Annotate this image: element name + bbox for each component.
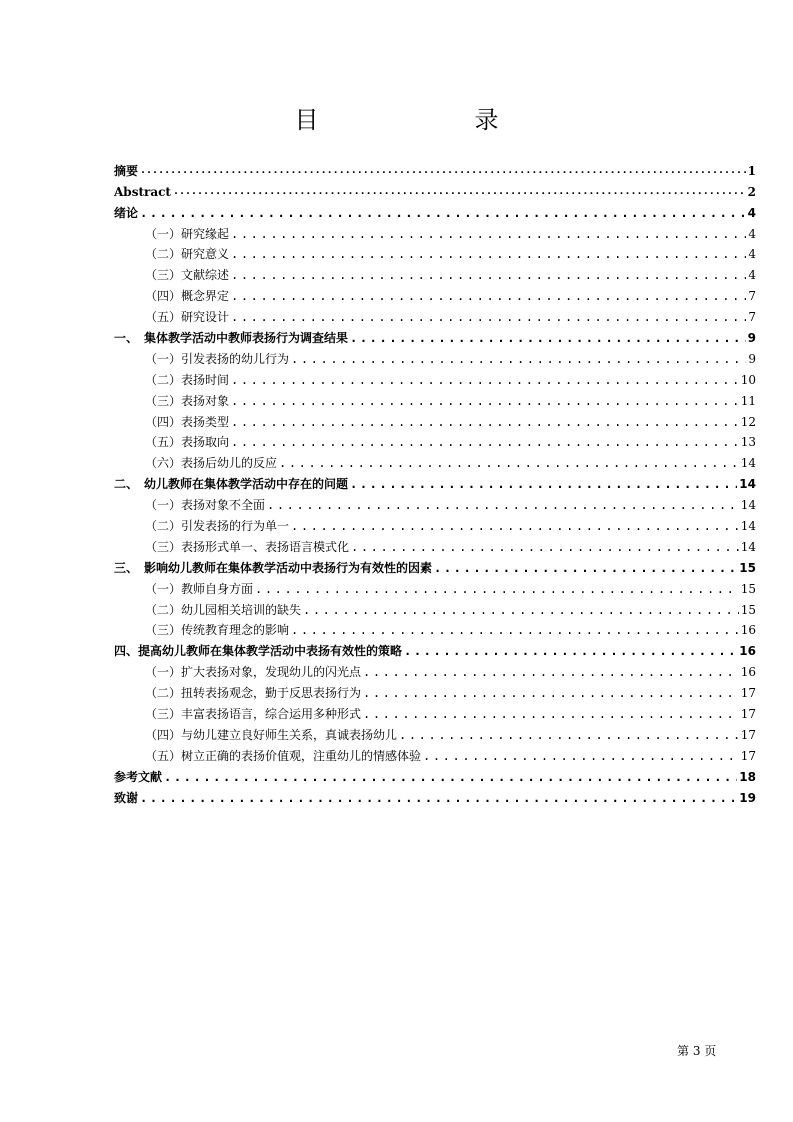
dot-leader [363, 706, 739, 722]
dot-leader [231, 393, 739, 409]
toc-entry-label: （五）研究设计 [145, 310, 230, 325]
dot-leader [303, 602, 739, 618]
toc-entry-section[interactable] [114, 701, 756, 722]
toc-entry-label: （四）概念界定 [145, 289, 230, 304]
table-of-contents [114, 158, 756, 806]
toc-entry-page-number: 14 [740, 519, 756, 534]
dot-leader [231, 309, 746, 325]
toc-entry-page-number: 11 [740, 393, 756, 408]
toc-entry-section[interactable] [114, 450, 756, 471]
toc-entry-chapter[interactable] [114, 785, 756, 806]
toc-entry-page-number: 12 [740, 414, 756, 429]
toc-entry-chapter[interactable] [114, 179, 756, 200]
toc-entry-label: （六）表扬后幼儿的反应 [145, 456, 278, 471]
toc-entry-section[interactable] [114, 430, 756, 451]
toc-entry-section[interactable] [114, 388, 756, 409]
dot-leader [291, 622, 739, 638]
dot-leader [399, 727, 739, 743]
toc-entry-page-number: 15 [740, 581, 756, 596]
toc-entry-page-number: 15 [739, 560, 756, 575]
toc-entry-section[interactable] [114, 283, 756, 304]
toc-entry-label: （二）扭转表扬观念，勤于反思表扬行为 [145, 686, 362, 701]
dot-leader [267, 497, 739, 513]
dot-leader [173, 184, 746, 200]
toc-entry-page-number: 18 [739, 769, 756, 784]
toc-entry-section[interactable] [114, 221, 756, 242]
dot-leader [350, 476, 737, 492]
toc-entry-label: （二）引发表扬的行为单一 [145, 519, 290, 534]
toc-entry-label: 一、 集体教学活动中教师表扬行为调查结果 [114, 331, 349, 346]
toc-entry-label: （二）研究意义 [145, 247, 230, 262]
page-title: 目 录 [294, 106, 535, 134]
dot-leader [363, 664, 739, 680]
toc-entry-chapter[interactable] [114, 764, 756, 785]
toc-entry-chapter[interactable] [114, 471, 756, 492]
dot-leader [434, 560, 737, 576]
toc-entry-label: （三）丰富表扬语言，综合运用多种形式 [145, 707, 362, 722]
toc-entry-page-number: 9 [747, 331, 756, 346]
toc-entry-label: （二）幼儿园相关培训的缺失 [145, 602, 302, 617]
toc-entry-label: （五）表扬取向 [145, 435, 230, 450]
dot-leader [164, 769, 737, 785]
toc-entry-page-number: 16 [739, 644, 756, 659]
toc-entry-page-number: 14 [739, 477, 756, 492]
toc-entry-label: 绪论 [114, 205, 139, 220]
toc-entry-page-number: 9 [748, 351, 756, 366]
toc-entry-page-number: 1 [747, 163, 756, 178]
dot-leader [423, 748, 739, 764]
toc-entry-page-number: 4 [748, 247, 756, 262]
toc-entry-label: 致谢 [114, 790, 139, 805]
dot-leader [363, 685, 739, 701]
toc-entry-chapter[interactable] [114, 325, 756, 346]
dot-leader [231, 414, 739, 430]
toc-entry-section[interactable] [114, 304, 756, 325]
dot-leader [231, 267, 746, 283]
toc-entry-label: （一）研究缘起 [145, 226, 230, 241]
toc-entry-label: （三）传统教育理念的影响 [145, 623, 290, 638]
toc-entry-label: Abstract [114, 184, 171, 199]
toc-entry-page-number: 4 [747, 205, 756, 220]
dot-leader [350, 330, 746, 346]
toc-entry-section[interactable] [114, 242, 756, 263]
toc-entry-label: 三、 影响幼儿教师在集体教学活动中表扬行为有效性的因素 [114, 560, 433, 575]
toc-entry-section[interactable] [114, 262, 756, 283]
toc-entry-label: （一）引发表扬的幼儿行为 [145, 351, 290, 366]
toc-entry-section[interactable] [114, 534, 756, 555]
toc-entry-label: （四）表扬类型 [145, 414, 230, 429]
toc-entry-chapter[interactable] [114, 158, 756, 179]
toc-entry-section[interactable] [114, 597, 756, 618]
toc-entry-chapter[interactable] [114, 200, 756, 221]
toc-entry-label: （五）树立正确的表扬价值观，注重幼儿的情感体验 [145, 748, 422, 763]
toc-entry-section[interactable] [114, 346, 756, 367]
toc-entry-section[interactable] [114, 492, 756, 513]
dot-leader [231, 226, 746, 242]
toc-entry-chapter[interactable] [114, 555, 756, 576]
toc-entry-page-number: 7 [748, 310, 756, 325]
toc-entry-page-number: 19 [739, 790, 756, 805]
toc-entry-section[interactable] [114, 743, 756, 764]
toc-entry-section[interactable] [114, 367, 756, 388]
toc-entry-label: （三）文献综述 [145, 268, 230, 283]
dot-leader [291, 518, 739, 534]
toc-entry-page-number: 10 [740, 372, 756, 387]
dot-leader [255, 581, 739, 597]
toc-entry-page-number: 16 [740, 623, 756, 638]
toc-entry-label: 二、 幼儿教师在集体教学活动中存在的问题 [114, 477, 349, 492]
toc-entry-page-number: 17 [740, 748, 756, 763]
toc-entry-page-number: 2 [747, 184, 756, 199]
toc-entry-label: （四）与幼儿建立良好师生关系，真诚表扬幼儿 [145, 727, 398, 742]
toc-entry-section[interactable] [114, 722, 756, 743]
toc-entry-label: （三）表扬形式单一、表扬语言模式化 [145, 539, 350, 554]
page-number-footer: 第 3 页 [677, 1044, 717, 1058]
toc-entry-label: （一）教师自身方面 [145, 581, 254, 596]
toc-entry-section[interactable] [114, 576, 756, 597]
toc-entry-page-number: 4 [748, 226, 756, 241]
toc-entry-label: （二）表扬时间 [145, 372, 230, 387]
toc-entry-page-number: 7 [748, 289, 756, 304]
toc-entry-section[interactable] [114, 513, 756, 534]
toc-entry-page-number: 16 [740, 665, 756, 680]
toc-entry-page-number: 14 [740, 498, 756, 513]
dot-leader [231, 372, 739, 388]
toc-entry-label: （一）扩大表扬对象，发现幼儿的闪光点 [145, 665, 362, 680]
toc-entry-page-number: 14 [740, 456, 756, 471]
toc-entry-page-number: 15 [740, 602, 756, 617]
toc-entry-section[interactable] [114, 680, 756, 701]
dot-leader [140, 205, 746, 221]
dot-leader [231, 434, 739, 450]
toc-entry-page-number: 4 [748, 268, 756, 283]
dot-leader [279, 455, 739, 471]
toc-entry-page-number: 17 [740, 707, 756, 722]
toc-entry-page-number: 17 [740, 686, 756, 701]
dot-leader [351, 539, 739, 555]
toc-entry-page-number: 17 [740, 727, 756, 742]
toc-entry-label: 参考文献 [114, 769, 163, 784]
toc-entry-section[interactable] [114, 659, 756, 680]
toc-entry-section[interactable] [114, 409, 756, 430]
toc-entry-page-number: 13 [740, 435, 756, 450]
toc-entry-chapter[interactable] [114, 638, 756, 659]
dot-leader [231, 288, 746, 304]
toc-entry-label: （一）表扬对象不全面 [145, 498, 266, 513]
dot-leader [404, 643, 737, 659]
dot-leader [140, 163, 746, 179]
dot-leader [140, 790, 737, 806]
toc-entry-label: （三）表扬对象 [145, 393, 230, 408]
toc-entry-page-number: 14 [740, 539, 756, 554]
toc-entry-section[interactable] [114, 618, 756, 639]
toc-entry-label: 摘要 [114, 163, 139, 178]
dot-leader [291, 351, 746, 367]
toc-entry-label: 四、提高幼儿教师在集体教学活动中表扬有效性的策略 [114, 644, 403, 659]
dot-leader [231, 246, 746, 262]
